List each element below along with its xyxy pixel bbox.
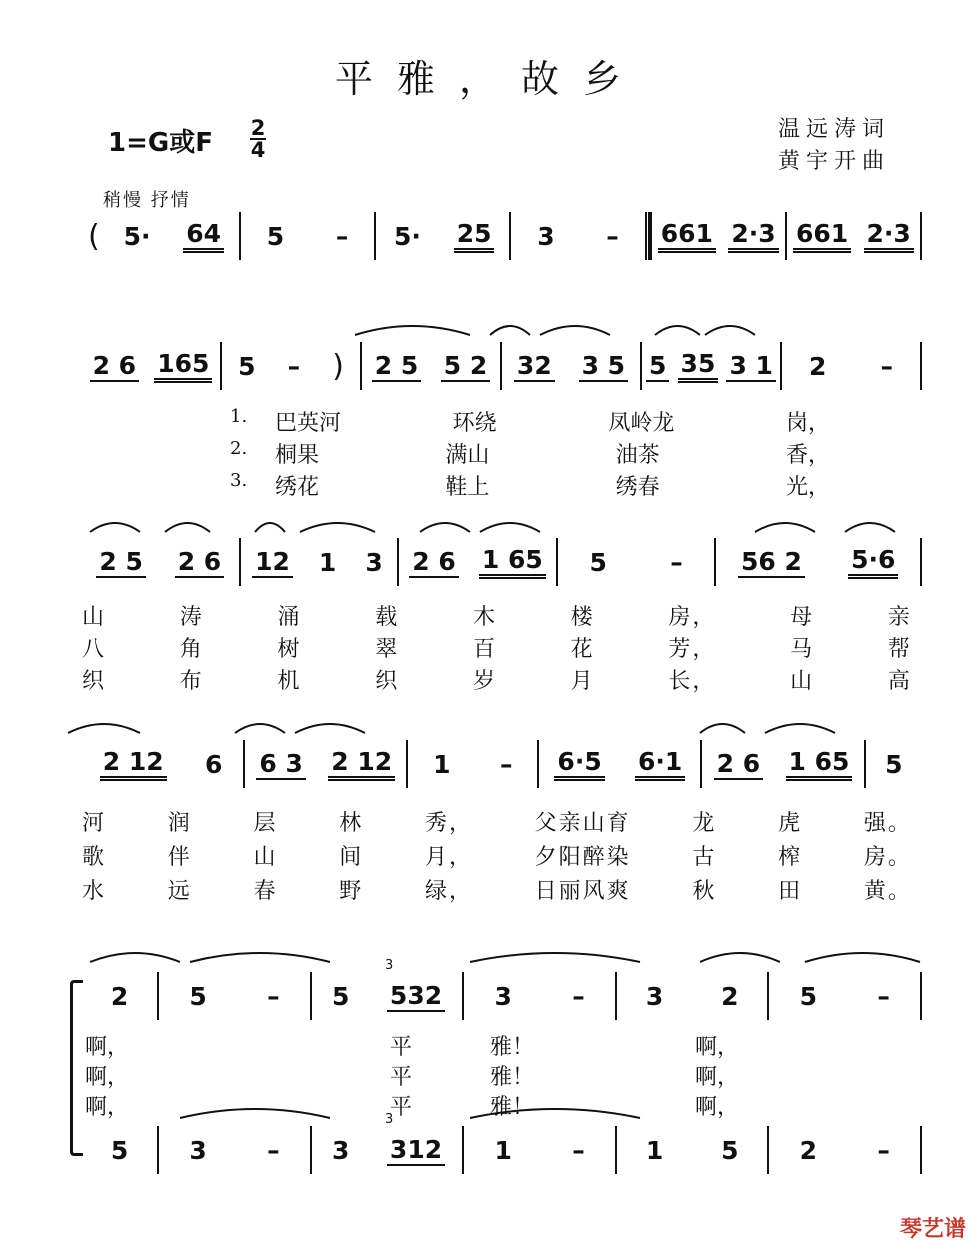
measure (464, 1124, 615, 1176)
measure (241, 536, 398, 588)
note: 2 (110, 981, 129, 1011)
lyric-line-c1: 河 润 层 林 秀， 父亲山育 龙 虎 强。 (82, 811, 912, 836)
measure (539, 738, 700, 790)
slur-arc (845, 523, 895, 532)
score-row-2 (82, 340, 922, 392)
note: 5 (885, 749, 903, 779)
slur-arc (755, 523, 815, 532)
measure (702, 738, 863, 790)
measure (159, 1124, 310, 1176)
slur-arc (355, 326, 470, 335)
open-paren: ( (88, 218, 100, 254)
dash: – (670, 547, 683, 577)
note: 2 6 (714, 749, 764, 780)
note: 3 (537, 221, 555, 251)
measure (866, 738, 922, 790)
measure (558, 536, 715, 588)
slur-arc (255, 523, 285, 532)
watermark-logo: 琴艺谱 (899, 1217, 966, 1242)
note: 2 12 (100, 747, 167, 781)
measure (82, 1124, 157, 1176)
note: 5 (799, 981, 818, 1011)
slur-arc (700, 953, 780, 962)
score-row-1 (82, 210, 922, 262)
note: 5 (332, 981, 350, 1011)
note: 3 (645, 981, 664, 1011)
triplet-mark-upper: 3 (385, 958, 394, 973)
key-signature: 1=G或F (108, 128, 213, 158)
lyric-line-b2: 八 角 树 翠 百 花 芳， 马 帮 (82, 637, 912, 662)
lyric-line-c2: 歌 伴 山 间 月， 夕阳醉染 古 榨 房。 (82, 845, 912, 870)
barline (920, 342, 922, 390)
note: 2 6 (409, 547, 459, 578)
note: 6·1 (635, 747, 685, 781)
dash: – (572, 981, 585, 1011)
measure (106, 210, 239, 262)
score-row-5 (82, 970, 922, 1022)
slur-arc (490, 326, 530, 335)
measure (159, 970, 310, 1022)
note: 3 (332, 1135, 350, 1165)
note: 5 (238, 351, 256, 381)
refrain-line-1: 啊， 平 雅！ 啊， (85, 1035, 740, 1060)
measure (769, 1124, 920, 1176)
note: 64 (183, 219, 224, 253)
note: 2 6 (175, 547, 225, 578)
dash: – (287, 351, 301, 381)
measure (787, 210, 920, 262)
note: 2 6 (90, 351, 140, 382)
measure (82, 340, 220, 392)
slur-arc (165, 523, 210, 532)
note: 5 (721, 1135, 739, 1165)
slur-arc (90, 953, 180, 962)
measure (408, 738, 537, 790)
slur-arc (90, 523, 140, 532)
note: 1 65 (786, 747, 853, 781)
barline (920, 972, 922, 1020)
note: 5 (266, 221, 285, 251)
note: 2 5 (96, 547, 146, 578)
note: 3 (189, 1135, 207, 1165)
note: 532 (387, 981, 445, 1012)
repeat-barline (645, 212, 652, 260)
time-signature: 2 4 (250, 116, 266, 162)
note: 5· (394, 221, 421, 251)
refrain-line-3: 啊， 平 雅！ 啊， (85, 1095, 740, 1120)
slur-arc (805, 953, 920, 962)
note: 5 (110, 1135, 129, 1165)
note: 5 2 (441, 351, 491, 382)
measure (502, 340, 640, 392)
note: 6 3 (256, 749, 306, 780)
measure (617, 1124, 768, 1176)
note: 1 (318, 547, 337, 577)
lyric-line-b3: 织 布 机 织 岁 月 长， 山 高 (82, 669, 912, 694)
note: 25 (454, 219, 495, 253)
note: 2·3 (864, 219, 914, 253)
lyric-line-b1: 山 涛 涌 载 木 楼 房， 母 亲 (82, 605, 912, 630)
slur-arc (190, 953, 330, 962)
close-paren: ) (332, 348, 344, 384)
note: 661 (658, 219, 716, 253)
note: 5 (189, 981, 207, 1011)
measure (716, 536, 920, 588)
slur-arc (480, 523, 540, 532)
dash: – (267, 981, 280, 1011)
measure (82, 738, 243, 790)
slur-arc (540, 326, 610, 335)
measure (399, 536, 556, 588)
note: 1 (494, 1135, 512, 1165)
note: 2·3 (728, 219, 778, 253)
refrain-line-2: 啊， 平 雅！ 啊， (85, 1065, 740, 1090)
barline (920, 212, 922, 260)
note: 2 (809, 351, 827, 381)
note: 5 (646, 351, 669, 382)
measure (82, 970, 157, 1022)
verse-line-3: 3. 绣花 鞋上 绣春 光， (230, 470, 830, 500)
note: 6·5 (554, 747, 604, 781)
dash: – (335, 221, 349, 251)
note: 3 5 (579, 351, 629, 382)
measure (652, 210, 785, 262)
slur-arc (420, 523, 470, 532)
note: 2 (799, 1135, 818, 1165)
measure (245, 738, 406, 790)
measure (376, 210, 509, 262)
note: 56 2 (738, 547, 805, 578)
note: 5·6 (848, 545, 898, 579)
slur-arc (68, 724, 140, 733)
dash: – (606, 221, 619, 251)
lyricist: 温远涛词 (777, 117, 890, 142)
song-title: 平雅，故乡 (334, 57, 645, 101)
note: 312 (387, 1135, 445, 1166)
dash: – (572, 1135, 585, 1165)
note: 1 65 (479, 545, 546, 579)
measure (222, 340, 360, 392)
note: 165 (154, 349, 212, 383)
slur-arc (295, 724, 365, 733)
dash: – (880, 351, 893, 381)
measure (769, 970, 920, 1022)
composer: 黄宇开曲 (777, 149, 890, 174)
measure (362, 340, 500, 392)
note: 5 (589, 547, 607, 577)
measure (241, 210, 374, 262)
measure (782, 340, 920, 392)
slur-arc (470, 953, 640, 962)
measure (617, 970, 768, 1022)
note: 1 (433, 749, 451, 779)
measure (82, 536, 239, 588)
triplet-mark-lower: 3 (385, 1112, 394, 1127)
note: 35 (678, 349, 719, 383)
score-row-6 (82, 1124, 922, 1176)
score-row-4 (82, 738, 922, 790)
dash: – (877, 981, 890, 1011)
measure (464, 970, 615, 1022)
note: 2 (721, 981, 739, 1011)
slur-arc (705, 326, 755, 335)
lyric-line-c3: 水 远 春 野 绿， 日丽风爽 秋 田 黄。 (82, 879, 912, 904)
slur-arc (655, 326, 700, 335)
dash: – (877, 1135, 890, 1165)
measure (642, 340, 780, 392)
barline (920, 538, 922, 586)
note: 3 1 (726, 351, 776, 382)
note: 2 5 (372, 351, 422, 382)
note: 6 (205, 749, 223, 779)
measure (312, 970, 463, 1022)
slur-arc (300, 523, 375, 532)
score-row-3 (82, 536, 922, 588)
note: 3 (365, 547, 383, 577)
verse-line-1: 1. 巴英河 环绕 凤岭龙 岗， (230, 406, 830, 436)
barline (920, 1126, 922, 1174)
note: 1 (645, 1135, 664, 1165)
note: 2 12 (328, 747, 395, 781)
note: 32 (514, 351, 555, 382)
dash: – (267, 1135, 280, 1165)
slur-arc (700, 724, 745, 733)
slur-arc (235, 724, 285, 733)
tempo-marking: 稍慢 抒情 (103, 190, 191, 211)
note: 5· (123, 221, 151, 251)
note: 661 (793, 219, 851, 253)
dash: – (500, 749, 513, 779)
measure (511, 210, 644, 262)
note: 3 (494, 981, 512, 1011)
measure (312, 1124, 463, 1176)
slur-arc (765, 724, 835, 733)
verse-line-2: 2. 桐果 满山 油茶 香， (230, 438, 830, 468)
note: 12 (252, 547, 293, 578)
